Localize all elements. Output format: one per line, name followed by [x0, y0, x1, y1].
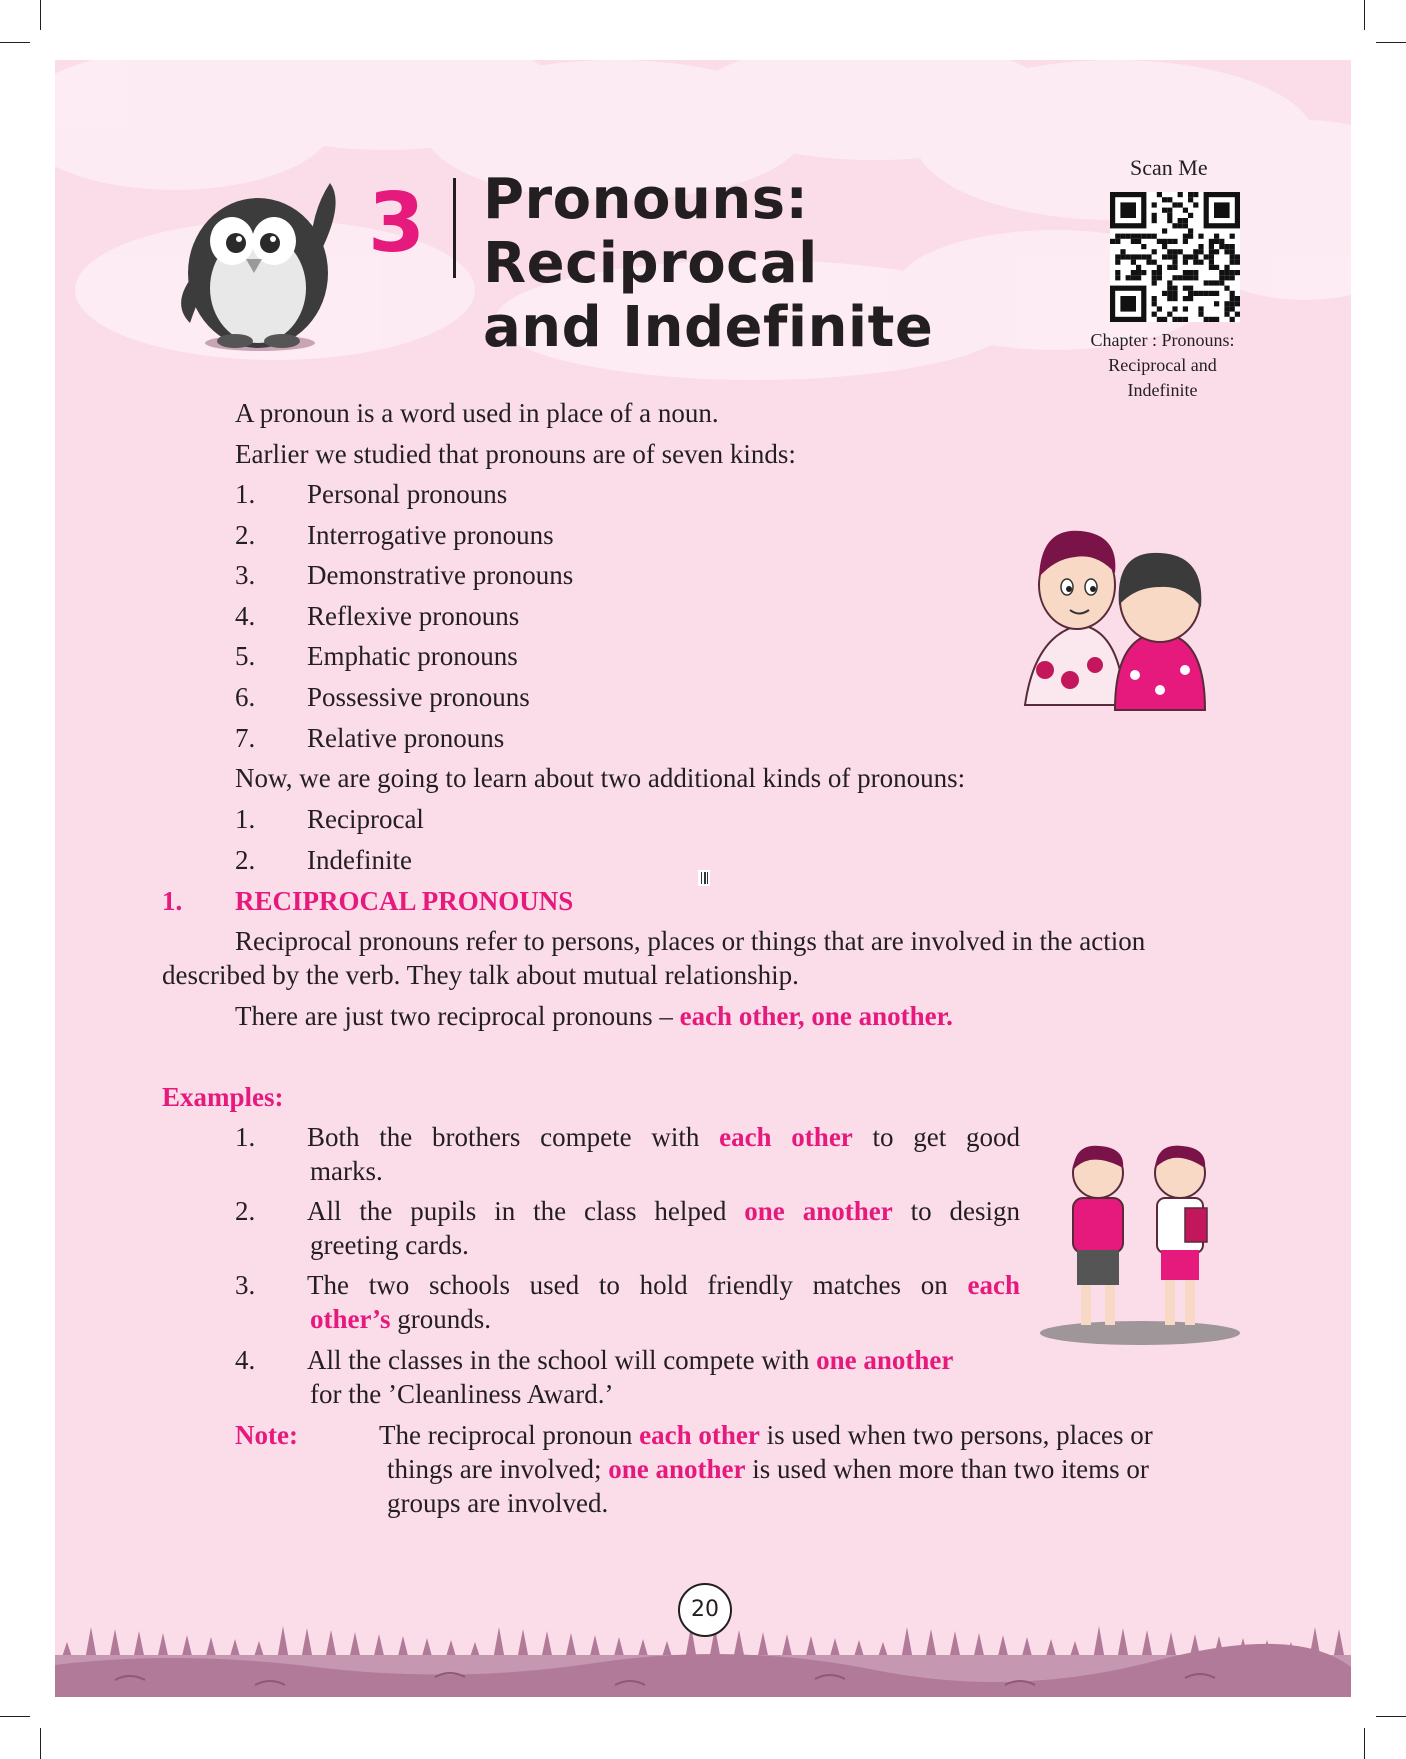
- example-line: [307, 1268, 1020, 1302]
- crop-mark: [1364, 1728, 1365, 1759]
- page-number: 20: [678, 1583, 732, 1637]
- note-line: [387, 1452, 1149, 1486]
- list-item: Reciprocal: [307, 804, 424, 834]
- example-line: marks.: [310, 1156, 383, 1186]
- boys-standing-illustration: [1035, 1138, 1245, 1348]
- text-span: things are involved;: [387, 1454, 609, 1484]
- text-span: grounds.: [390, 1304, 491, 1334]
- note-label: Note:: [235, 1420, 298, 1450]
- qr-caption-line: Chapter : Pronouns:: [1090, 330, 1235, 350]
- highlight-text: each other: [719, 1122, 853, 1152]
- text-span: to get good: [852, 1122, 1020, 1152]
- crop-mark: [1376, 1716, 1406, 1717]
- list-number: 4.: [235, 601, 256, 631]
- text-span: to design: [892, 1196, 1020, 1226]
- highlight-text: each other, one another.: [679, 1001, 953, 1031]
- highlight-text: one another: [608, 1454, 746, 1484]
- crop-mark: [40, 1728, 41, 1759]
- qr-code[interactable]: [1110, 192, 1240, 322]
- list-number: 1.: [235, 479, 256, 509]
- crop-mark: [1364, 0, 1365, 30]
- list-item: Reflexive pronouns: [307, 601, 520, 631]
- list-number: 2.: [235, 520, 256, 550]
- text-span: The two schools used to hold friendly matches on: [307, 1270, 968, 1300]
- penguin-illustration: [170, 163, 350, 353]
- scan-me-label: Scan Me: [1130, 155, 1208, 180]
- list-item: Relative pronouns: [307, 723, 505, 753]
- crop-mark: [40, 0, 41, 30]
- text-span: All the pupils in the class helped: [307, 1196, 745, 1226]
- text-span: There are just two reciprocal pronouns –: [235, 1001, 680, 1031]
- qr-caption: [1075, 328, 1250, 403]
- highlight-text: one another: [744, 1196, 893, 1226]
- crop-mark: [1376, 42, 1406, 43]
- example-number: 4.: [235, 1345, 256, 1375]
- highlight-text: one another: [816, 1345, 954, 1375]
- text-span: Both the brothers compete with: [307, 1122, 720, 1152]
- crop-mark: [0, 1716, 30, 1717]
- list-item: Emphatic pronouns: [307, 641, 518, 671]
- list-item: Indefinite: [307, 845, 412, 875]
- list-number: 7.: [235, 723, 256, 753]
- list-item: Personal pronouns: [307, 479, 508, 509]
- example-line: greeting cards.: [310, 1230, 469, 1260]
- paragraph-line: Reciprocal pronouns refer to persons, places or things that are involved in the action: [235, 926, 1146, 956]
- section-number: 1.: [162, 886, 183, 916]
- list-number: 3.: [235, 560, 256, 590]
- list-number: 2.: [235, 845, 256, 875]
- section-heading: RECIPROCAL PRONOUNS: [235, 886, 574, 916]
- note-line: groups are involved.: [387, 1488, 609, 1518]
- crop-mark: [0, 42, 30, 43]
- list-number: 5.: [235, 641, 256, 671]
- text-span: The reciprocal pronoun: [379, 1420, 640, 1450]
- title-line: and Indefinite: [483, 295, 934, 360]
- earlier-text: Earlier we studied that pronouns are of seven kinds:: [235, 439, 796, 469]
- examples-heading: Examples:: [162, 1082, 284, 1112]
- highlight-text: each: [967, 1270, 1020, 1300]
- example-number: 2.: [235, 1196, 256, 1226]
- now-text: Now, we are going to learn about two additional kinds of pronouns:: [235, 763, 966, 793]
- text-span: All the classes in the school will compete with: [307, 1345, 817, 1375]
- example-line: [307, 1194, 1020, 1228]
- highlight-text: each other: [639, 1420, 760, 1450]
- qr-caption-line: Indefinite: [1127, 380, 1198, 400]
- example-line: [307, 1120, 1020, 1154]
- list-number: 6.: [235, 682, 256, 712]
- example-line: [310, 1302, 491, 1336]
- page-title: [483, 168, 1083, 360]
- text-span: is used when more than two items or: [745, 1454, 1149, 1484]
- qr-caption-line: Reciprocal and: [1108, 355, 1217, 375]
- example-number: 1.: [235, 1122, 256, 1152]
- text-span: is used when two persons, places or: [759, 1420, 1153, 1450]
- chapter-number: 3: [368, 176, 426, 271]
- example-number: 3.: [235, 1270, 256, 1300]
- paragraph-line: [235, 999, 953, 1033]
- note-line: [379, 1418, 1153, 1452]
- paragraph-line: described by the verb. They talk about mutual relationship.: [162, 960, 799, 990]
- list-number: 1.: [235, 804, 256, 834]
- example-line: [307, 1343, 953, 1377]
- boys-talking-illustration: [1015, 515, 1210, 715]
- highlight-text: other’s: [310, 1304, 391, 1334]
- list-item: Possessive pronouns: [307, 682, 530, 712]
- barcode-marker-icon: [698, 870, 710, 886]
- title-line: Pronouns: Reciprocal: [483, 167, 818, 296]
- list-item: Demonstrative pronouns: [307, 560, 574, 590]
- list-item: Interrogative pronouns: [307, 520, 554, 550]
- definition-text: A pronoun is a word used in place of a noun.: [235, 398, 719, 428]
- title-divider: [453, 178, 456, 278]
- example-line: for the ’Cleanliness Award.’: [310, 1379, 614, 1409]
